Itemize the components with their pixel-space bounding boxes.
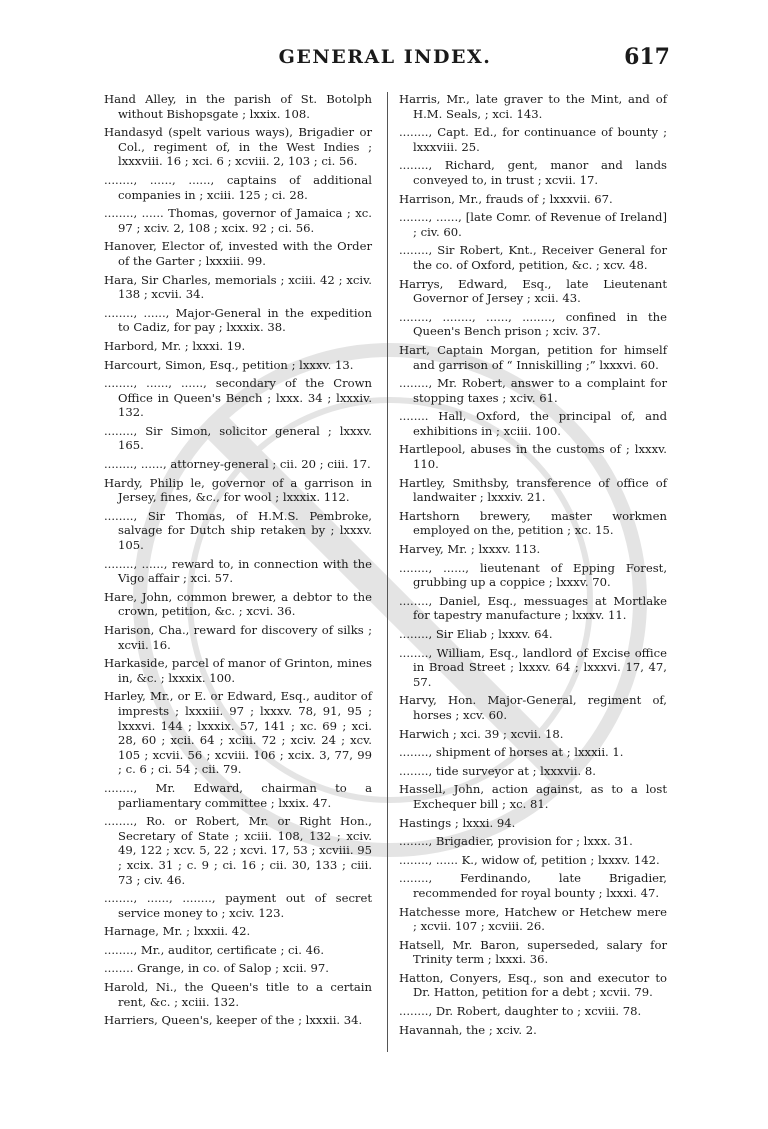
index-entry: ........, ......, attorney-general ; cii. 20 ; ciii. 17. bbox=[104, 457, 371, 472]
index-entry: ........, Daniel, Esq., messuages at Mortlake for tapestry manufacture ; lxxxv. 11. bbox=[399, 593, 667, 623]
index-entry: ........, Mr. Edward, chairman to a parliamentary committee ; lxxix. 47. bbox=[104, 780, 372, 810]
index-entry: Harrys, Edward, Esq., late Lieutenant Governor of Jersey ; xcii. 43. bbox=[399, 276, 667, 306]
index-entry: Hatsell, Mr. Baron, superseded, salary for Trinity term ; lxxxi. 36. bbox=[399, 937, 667, 967]
index-entry: Hatton, Conyers, Esq., son and executor to Dr. Hatton, petition for a debt ; xcvii. 79. bbox=[399, 970, 667, 1000]
index-entry: Handasyd (spelt various ways), Brigadier or Col., regiment of, in the West Indies ; lxxxviii. 16 ; xci. 6 ; xcviii. 2, 103 ; ci. 56. bbox=[104, 125, 372, 169]
index-entry: Harbord, Mr. ; lxxxi. 19. bbox=[104, 338, 246, 353]
index-entry: ........, ......, lieutenant of Epping Forest, grubbing up a coppice ; lxxxv. 70. bbox=[399, 560, 667, 590]
column-divider bbox=[387, 92, 388, 1052]
index-entry: Harris, Mr., late graver to the Mint, and of H.M. Seals, ; xci. 143. bbox=[399, 92, 667, 121]
index-entry: Hartley, Smithsby, transference of office of landwaiter ; lxxxiv. 21. bbox=[399, 475, 667, 505]
left-column bbox=[104, 92, 372, 1032]
index-entry: Harvey, Mr. ; lxxxv. 113. bbox=[399, 542, 541, 557]
index-entry: ........, ......, ........, payment out of secret service money to ; xciv. 123. bbox=[104, 891, 372, 920]
index-entry: Hand Alley, in the parish of St. Botolph without Bishopsgate ; lxxix. 108. bbox=[104, 92, 372, 121]
index-entry: Harnage, Mr. ; lxxxii. 42. bbox=[104, 924, 251, 939]
index-entry: ........, Sir Eliab ; lxxxv. 64. bbox=[399, 627, 553, 641]
index-entry: ........, William, Esq., landlord of Excise office in Broad Street ; lxxxv. 64 ; lxxxvi. 17, 47, 57. bbox=[399, 645, 667, 689]
index-entry: ........, ...... K., widow of, petition ; lxxxv. 142. bbox=[399, 852, 660, 867]
index-entry: Havannah, the ; xciv. 2. bbox=[399, 1022, 537, 1037]
index-entry: ........, Ferdinando, late Brigadier, recommended for royal bounty ; lxxxi. 47. bbox=[399, 871, 667, 900]
index-entry: Hardy, Philip le, governor of a garrison in Jersey, fines, &c., for wool ; lxxxix. 112. bbox=[104, 475, 372, 505]
index-entry: Harcourt, Simon, Esq., petition ; lxxxv. 13. bbox=[104, 357, 354, 372]
index-columns bbox=[104, 92, 666, 1102]
index-entry: ........, ...... Thomas, governor of Jamaica ; xc. 97 ; xciv. 2, 108 ; xcix. 92 ; ci. 56. bbox=[104, 206, 372, 235]
index-entry: Harison, Cha., reward for discovery of silks ; xcvii. 16. bbox=[104, 623, 372, 652]
index-entry: ........, Sir Robert, Knt., Receiver General for the co. of Oxford, petition, &c. ; xcv. 48. bbox=[399, 243, 667, 272]
index-entry: Harwich ; xci. 39 ; xcvii. 18. bbox=[399, 726, 564, 741]
index-entry: ........, Sir Simon, solicitor general ; lxxxv. 165. bbox=[104, 423, 372, 453]
index-entry: ........, ......, ......, captains of additional companies in ; xciii. 125 ; ci. 28. bbox=[104, 172, 372, 202]
index-entry: ........, Capt. Ed., for continuance of bounty ; lxxxviii. 25. bbox=[399, 125, 667, 154]
index-entry: ........, Mr. Robert, answer to a complaint for stopping taxes ; xciv. 61. bbox=[399, 376, 667, 405]
index-entry: Hare, John, common brewer, a debtor to the crown, petition, &c. ; xcvi. 36. bbox=[104, 589, 372, 619]
index-entry: ........, ......, [late Comr. of Revenue of Ireland] ; civ. 60. bbox=[399, 210, 667, 239]
index-entry: ........, ......, Major-General in the expedition to Cadiz, for pay ; lxxxix. 38. bbox=[104, 305, 372, 335]
index-entry: Hart, Captain Morgan, petition for himself and garrison of “ Inniskilling ;” lxxxvi. 60. bbox=[399, 342, 667, 372]
index-entry: Harvy, Hon. Major-General, regiment of, horses ; xcv. 60. bbox=[399, 693, 667, 722]
index-entry: ........, Ro. or Robert, Mr. or Right Hon., Secretary of State ; xciii. 108, 132 ; xciv. 49, 122 ; xcv. 5, 22 ; xcvi. 17, 53 ; xcviii. 95 ; xcix. 31 ; c. 9 ; ci. 16 ; cii. 30, 133 ; ciii. 73 ; civ. 46. bbox=[104, 814, 372, 887]
index-entry: ........, ........, ......, ........, confined in the Queen's Bench prison ; xciv. 37. bbox=[399, 309, 667, 339]
index-entry: Hartlepool, abuses in the customs of ; lxxxv. 110. bbox=[399, 442, 667, 472]
index-entry: Hatchesse more, Hatchew or Hetchew mere ; xcvii. 107 ; xcviii. 26. bbox=[399, 904, 667, 934]
index-entry: Harley, Mr., or E. or Edward, Esq., auditor of imprests ; lxxxiii. 97 ; lxxxv. 78, 91, 95 ; lxxxvi. 144 ; lxxxix. 57, 141 ; xc. 69 ; xci. 28, 60 ; xcii. 64 ; xciii. 72 ; xciv. 24 ; xcv. 105 ; xcvii. 56 ; xcviii. 106 ; xcix. 3, 77, 99 ; c. 6 ; ci. 54 ; cii. 79. bbox=[104, 689, 372, 777]
index-entry: ........, Richard, gent, manor and lands conveyed to, in trust ; xcvii. 17. bbox=[399, 158, 667, 187]
index-entry: ........, ......, reward to, in connection with the Vigo affair ; xci. 57. bbox=[104, 556, 372, 586]
index-entry: ........ Grange, in co. of Salop ; xcii. 97. bbox=[104, 961, 329, 976]
index-entry: ........, shipment of horses at ; lxxxii. 1. bbox=[399, 745, 624, 760]
index-entry: ........ Hall, Oxford, the principal of, and exhibitions in ; xciii. 100. bbox=[399, 409, 667, 438]
index-entry: ........, Mr., auditor, certificate ; ci. 46. bbox=[104, 942, 325, 957]
index-entry: Hanover, Elector of, invested with the Order of the Garter ; lxxxiii. 99. bbox=[104, 239, 372, 268]
index-entry: ........, Dr. Robert, daughter to ; xcviii. 78. bbox=[399, 1004, 642, 1019]
index-entry: Harriers, Queen's, keeper of the ; lxxxii. 34. bbox=[104, 1013, 363, 1028]
index-entry: ........, ......, ......, secondary of the Crown Office in Queen's Bench ; lxxx. 34 ; lxxxiv. 132. bbox=[104, 376, 372, 420]
right-column bbox=[399, 92, 667, 1041]
index-entry: Hartshorn brewery, master workmen employed on the, petition ; xc. 15. bbox=[399, 508, 667, 538]
index-entry: Hassell, John, action against, as to a lost Exchequer bill ; xc. 81. bbox=[399, 782, 667, 811]
index-entry: ........, tide surveyor at ; lxxxvii. 8. bbox=[399, 763, 596, 778]
running-head: GENERAL INDEX. bbox=[278, 46, 492, 68]
page-header bbox=[100, 44, 670, 78]
index-entry: Harold, Ni., the Queen's title to a certain rent, &c. ; xciii. 132. bbox=[104, 980, 372, 1009]
index-entry: Harrison, Mr., frauds of ; lxxxvii. 67. bbox=[399, 191, 613, 206]
index-entry: Hara, Sir Charles, memorials ; xciii. 42 ; xciv. 138 ; xcvii. 34. bbox=[104, 272, 372, 302]
index-entry: Hastings ; lxxxi. 94. bbox=[399, 815, 516, 830]
page-number: 617 bbox=[624, 44, 670, 70]
index-entry: ........, Sir Thomas, of H.M.S. Pembroke, salvage for Dutch ship retaken by ; lxxxv. 105. bbox=[104, 508, 372, 553]
index-entry: ........, Brigadier, provision for ; lxxx. 31. bbox=[399, 834, 633, 849]
index-entry: Harkaside, parcel of manor of Grinton, mines in, &c. ; lxxxix. 100. bbox=[104, 656, 372, 685]
